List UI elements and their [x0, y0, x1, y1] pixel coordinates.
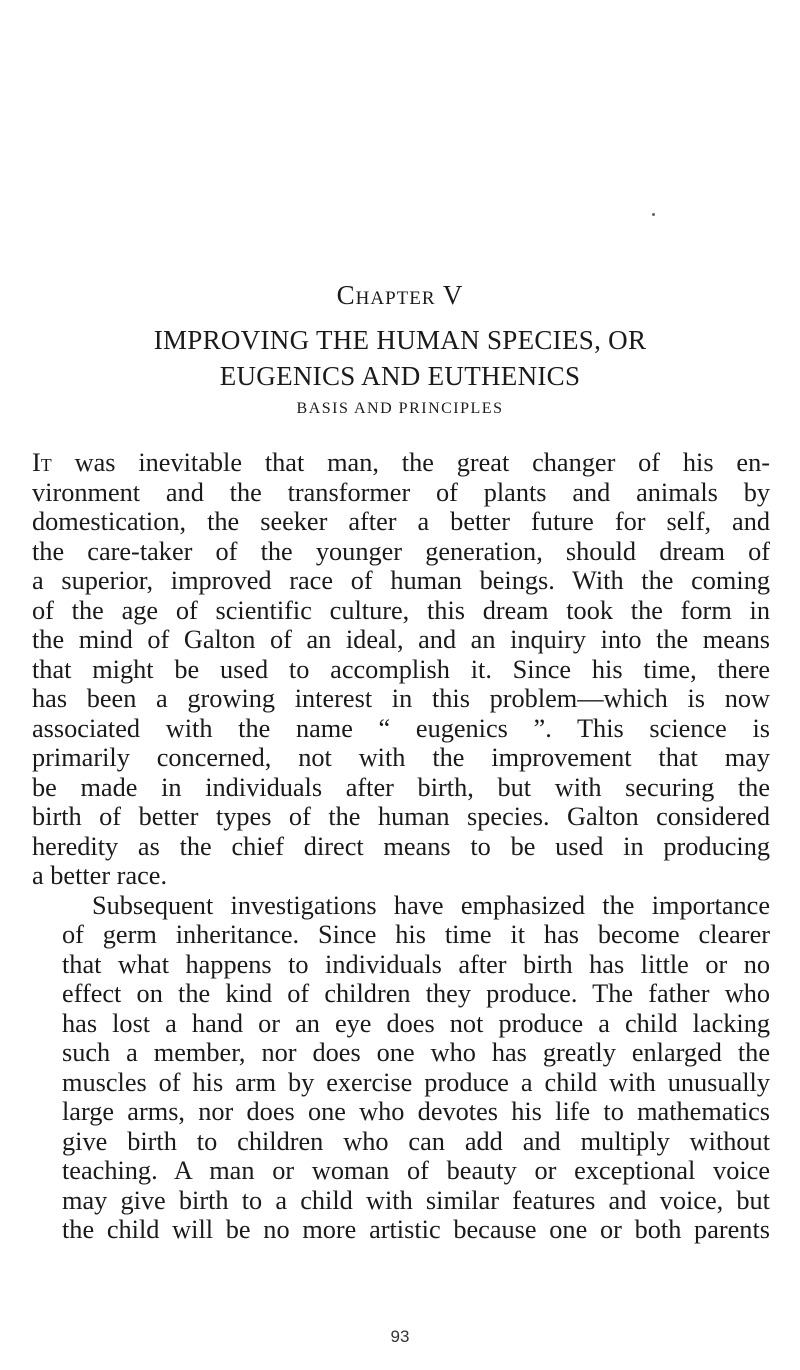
- paragraph-line: that what happens to individuals after birth has little or no: [62, 949, 770, 979]
- paragraph-2: [32, 891, 770, 1245]
- paragraph-line: large arms, nor does one who devotes his life to mathematics: [62, 1097, 770, 1126]
- paragraph-line: effect on the kind of children they produce. The father who: [62, 979, 770, 1008]
- paragraph-line: that might be used to accomplish it. Since his time, there: [32, 654, 770, 684]
- section-heading: BASIS AND PRINCIPLES: [296, 400, 504, 417]
- paragraph-line: a better race.: [32, 861, 168, 890]
- chapter-title-line-1: IMPROVING THE HUMAN SPECIES, OR: [153, 325, 647, 355]
- paragraph-line: the care-taker of the younger generation, should dream of: [32, 536, 770, 566]
- paragraph-line: associated with the name “ eugenics ”. This science is: [32, 713, 770, 743]
- paragraph-line: may give birth to a child with similar features and voice, but: [62, 1185, 770, 1215]
- paragraph-1: [32, 448, 770, 891]
- paragraph-line: muscles of his arm by exercise produce a child with unusually: [62, 1067, 770, 1097]
- body-text: [32, 448, 770, 1245]
- page-number: 93: [390, 1327, 410, 1346]
- paragraph-line: of germ inheritance. Since his time it has become clearer: [62, 920, 770, 949]
- paragraph-line: [32, 448, 770, 478]
- chapter-title-line-2: EUGENICS AND EUTHENICS: [219, 361, 581, 391]
- paragraph-line: primarily concerned, not with the improvement that may: [32, 743, 770, 772]
- paragraph-line: domestication, the seeker after a better future for self, and: [32, 507, 770, 536]
- chapter-title: [60, 322, 740, 394]
- paragraph-line: the child will be no more artistic because one or both parents: [62, 1215, 770, 1244]
- chapter-label: Chapter V: [336, 280, 464, 310]
- paragraph-line: has been a growing interest in this problem—which is now: [32, 684, 770, 713]
- paragraph-line: heredity as the chief direct means to be used in producing: [32, 831, 770, 861]
- paragraph-line: the mind of Galton of an ideal, and an inquiry into the means: [32, 625, 770, 654]
- paragraph-line: vironment and the transformer of plants and animals by: [32, 477, 770, 507]
- paragraph-lead-word: It: [32, 448, 52, 477]
- paragraph-line-text: was inevitable that man, the great changer of his en-: [51, 448, 770, 477]
- paragraph-line: birth of better types of the human species. Galton considered: [32, 802, 770, 831]
- paper-speck: [652, 213, 655, 216]
- paragraph-line: Subsequent investigations have emphasized the importance: [92, 890, 770, 920]
- paragraph-line: has lost a hand or an eye does not produce a child lacking: [62, 1008, 770, 1038]
- paragraph-line: be made in individuals after birth, but with securing the: [32, 772, 770, 802]
- paragraph-line: teaching. A man or woman of beauty or exceptional voice: [62, 1156, 770, 1185]
- paragraph-line: a superior, improved race of human beings. With the coming: [32, 566, 770, 595]
- paragraph-line: of the age of scientific culture, this dream took the form in: [32, 595, 770, 625]
- paragraph-line: such a member, nor does one who has greatly enlarged the: [62, 1038, 770, 1067]
- paragraph-line: give birth to children who can add and multiply without: [62, 1126, 770, 1156]
